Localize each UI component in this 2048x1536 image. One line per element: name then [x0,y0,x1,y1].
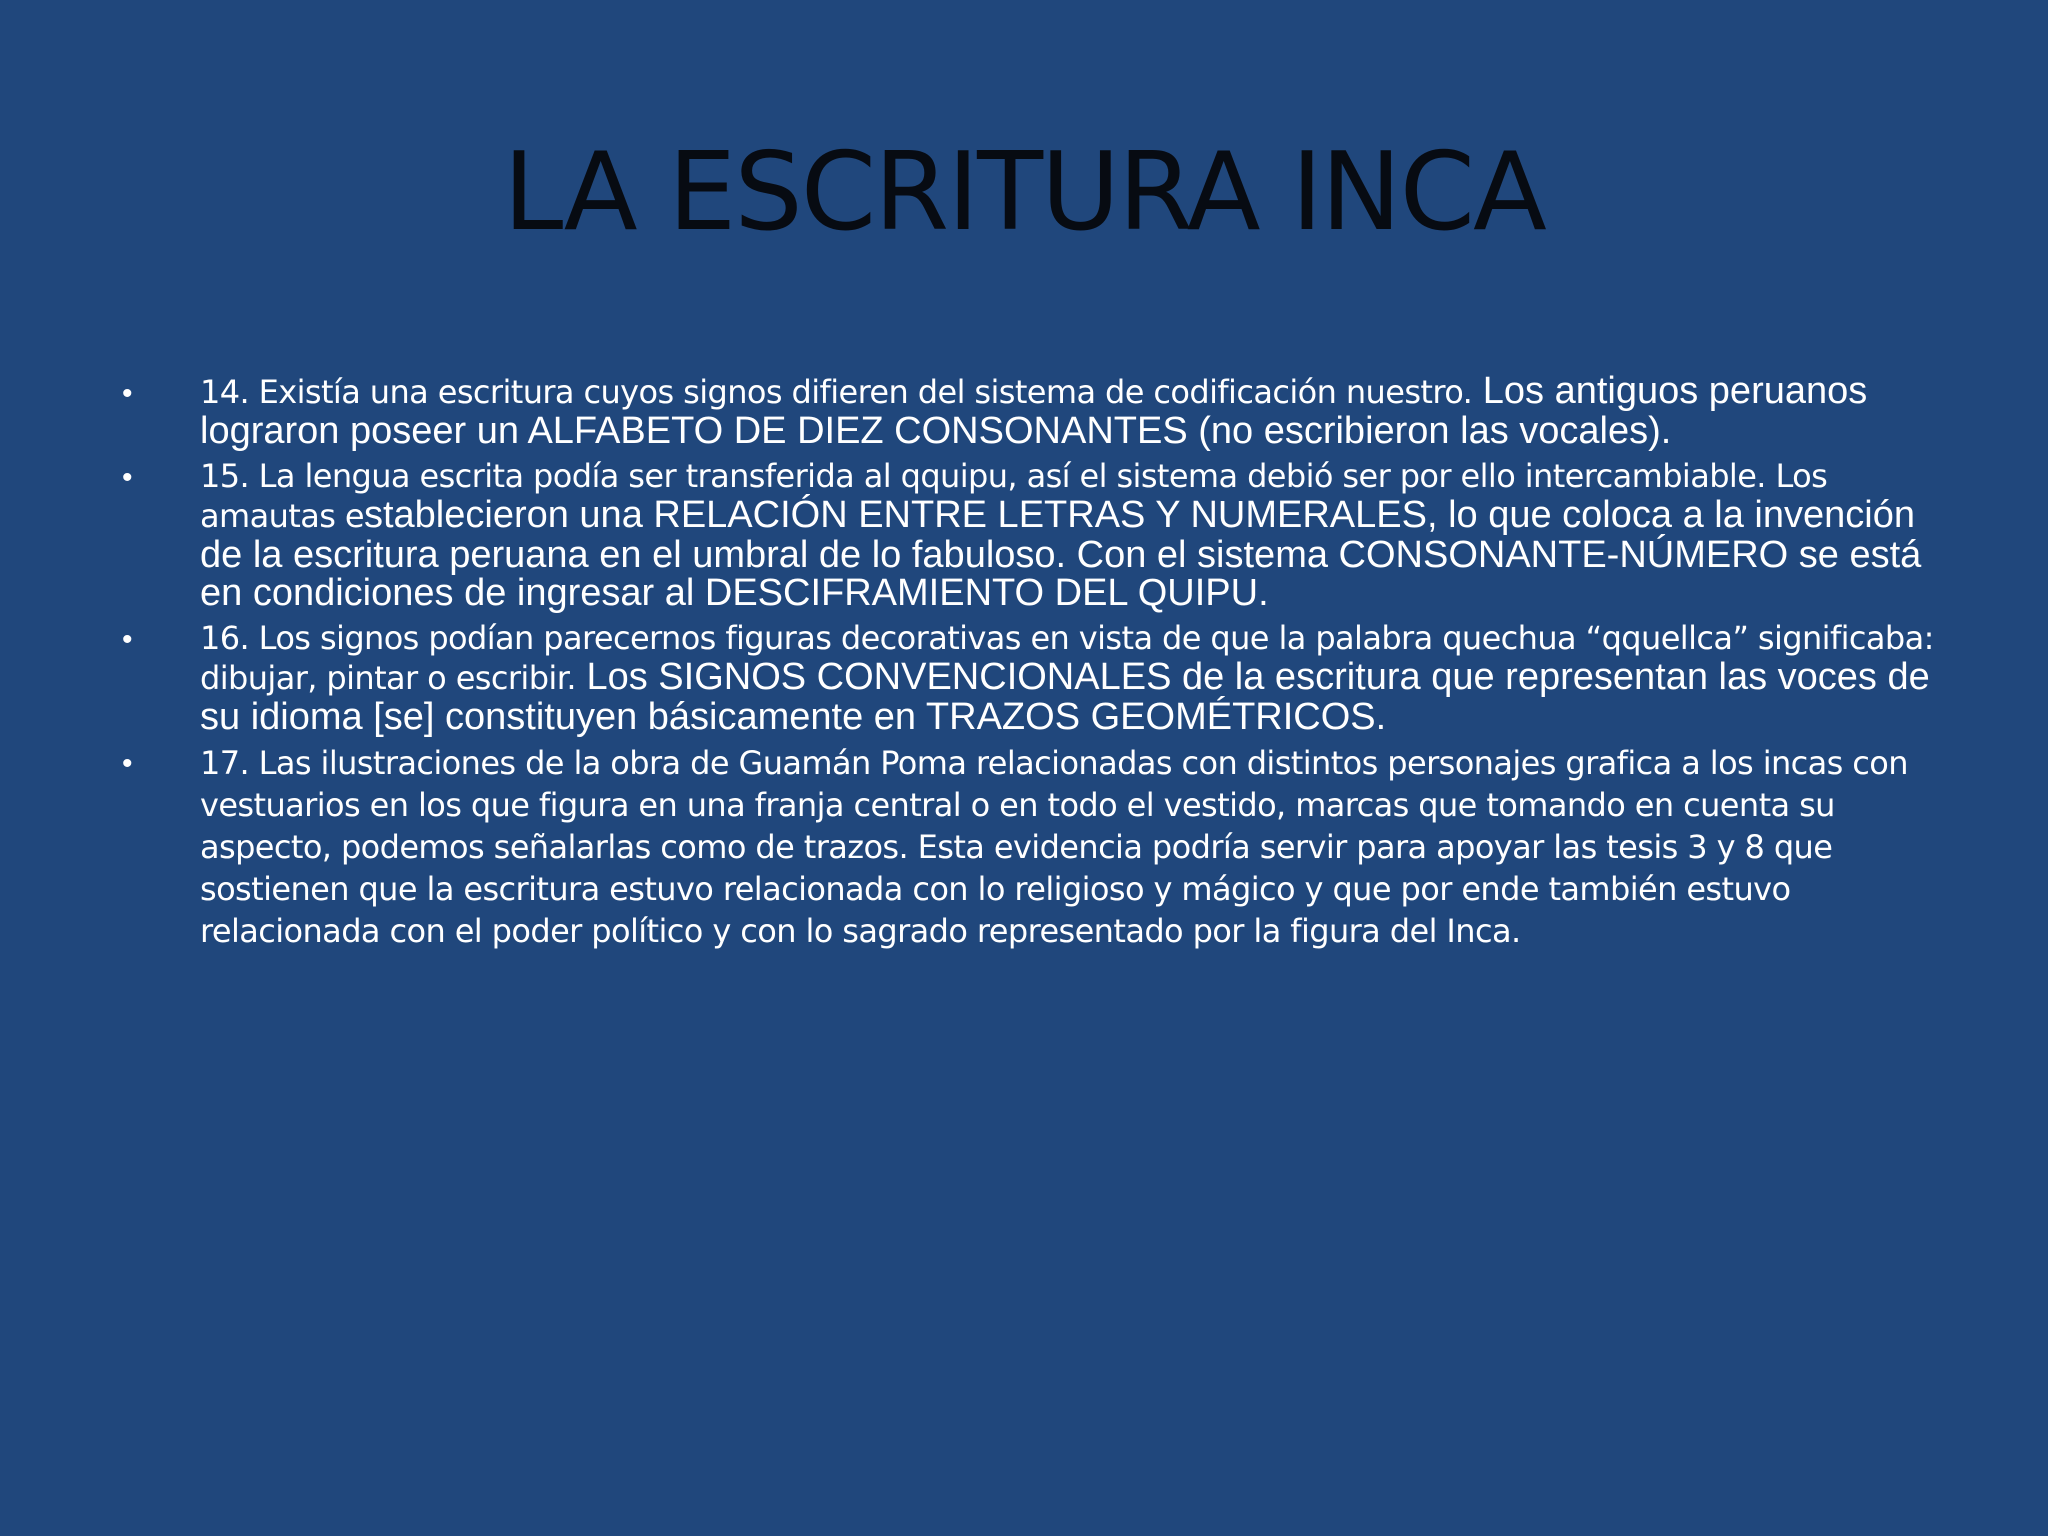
bullet-item-16 [120,618,1940,736]
bullet-item-17 [120,742,1940,952]
bullet-15-text-part1: 15. La lengua escrita podía ser transferida al qquipu, así el sistema debió ser por ello intercambiable. Los amautas e [200,457,1828,535]
bullet-14-text-part2: Los antiguos peruanos lograron poseer un ALFABETO DE DIEZ CONSONANTES (no escribieron las vocales). [200,370,1868,452]
slide-title: LA ESCRITURA INCA [503,130,1545,255]
bullet-marker: • [122,461,133,494]
bullet-marker: • [122,623,133,656]
bullet-14-text-part1: 14. Existía una escritura cuyos signos difieren del sistema de codificación nuestro. [200,373,1473,411]
bullet-item-14 [120,372,1940,450]
bullet-item-15 [120,456,1940,612]
bullet-marker: • [122,377,133,410]
bullet-16-text-part2: Los SIGNOS CONVENCIONALES de la escritura que representan las voces de su idioma [se] constituyen básicamente en TRAZOS GEOMÉTRICOS. [200,656,1930,738]
bullet-15-text-part2: stablecieron una RELACIÓN ENTRE LETRAS Y NUMERALES, lo que coloca a la invención de la escritura peruana en el umbral de lo fabuloso. Con el sistema CONSONANTE-NÚMERO se está en condiciones de ingresar al DESCIFRAMIENTO DEL QUIPU. [200,494,1922,614]
bullet-list [120,372,1940,958]
bullet-marker: • [122,747,133,780]
bullet-16-text-part1: 16. Los signos podían parecernos figuras decorativas en vista de que la palabra quechua “qquellca” significaba: dibujar, pintar o escribir. [200,619,1934,697]
bullet-17-text: 17. Las ilustraciones de la obra de Guamán Poma relacionadas con distintos personajes grafica a los incas con vestuarios en los que figura en una franja central o en todo el vestido, marcas que tomando en cuenta su aspecto, podemos señalarlas como de trazos. Esta evidencia podría servir para apoyar las tesis 3 y 8 que sostienen que la escritura estuvo relacionada con lo religioso y mágico y que por ende también estuvo relacionada con el poder político y con lo sagrado representado por la figura del Inca. [200,744,1908,950]
